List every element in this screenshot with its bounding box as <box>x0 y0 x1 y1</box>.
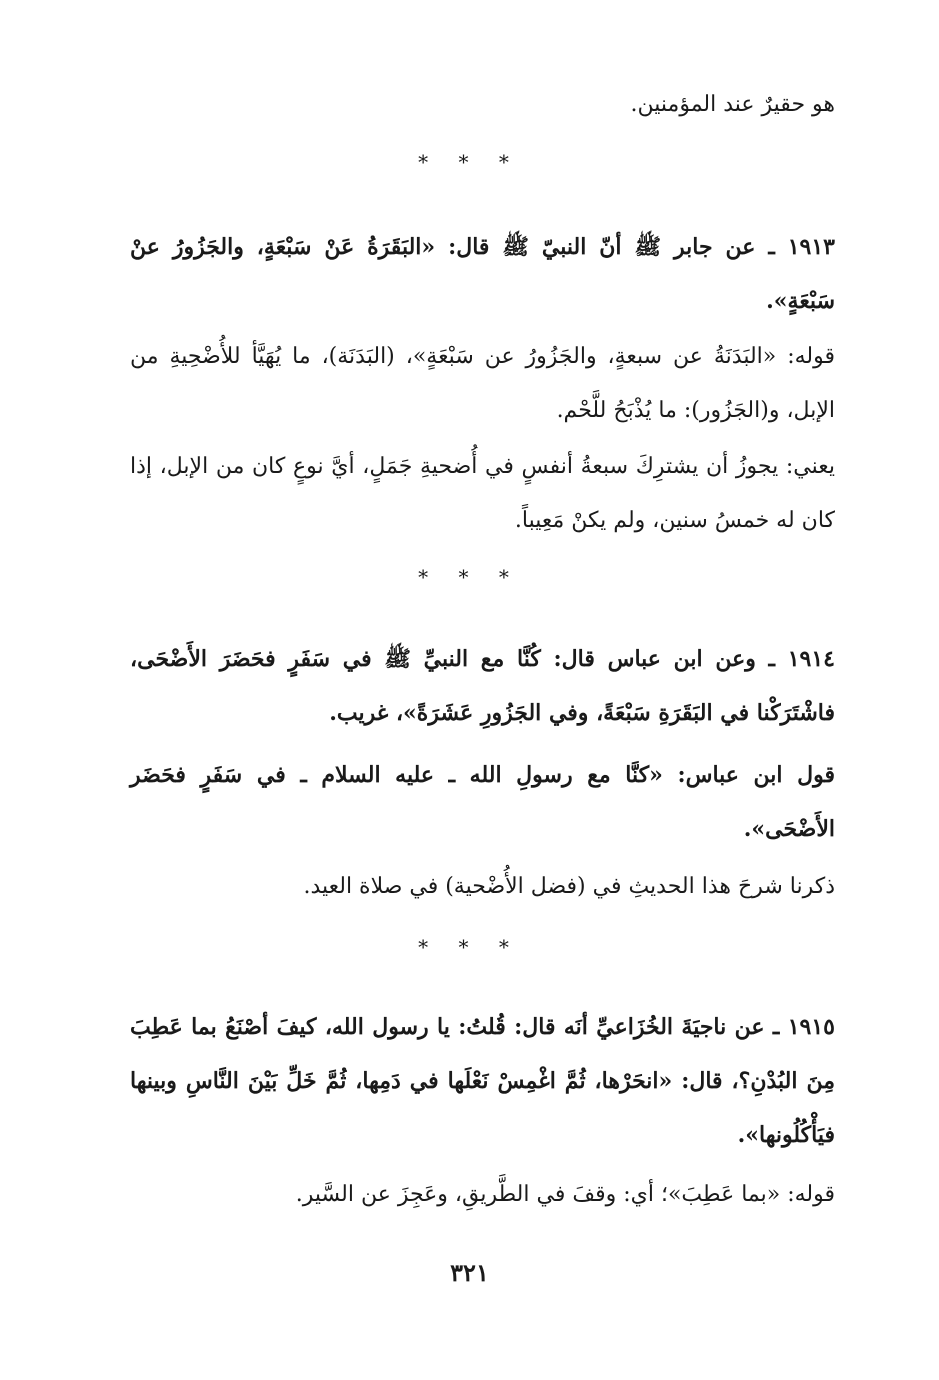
hadith-1913-commentary-1: قوله: «البَدَنَةُ عن سبعةٍ، والجَزُورُ عن سَبْعَةٍ»، (البَدَنَة)، ما يُهَيَّأ للأُضْحِيةِ من الإبل، و(الجَزُور): ما يُذْبَحُ للَّحْم. <box>130 344 835 423</box>
hadith-1915-text: ١٩١٥ ـ عن ناجيَةَ الخُزَاعيِّ أنَه قال: قُلتُ: يا رسول الله، كيفَ أصْنَعُ بما عَطِبَ مِنَ البُدْنِ؟، قال: «انحَرْها، ثُمَّ اغْمِسْ نَعْلَها في دَمِها، ثُمَّ خَلِّ بَيْنَ النَّاسِ وبينها فيَأْكُلُونها». <box>130 1014 835 1148</box>
hadith-1914-commentary-2: ذكرنا شرحَ هذا الحديثِ في (فضل الأُضْحية) في صلاة العيد. <box>303 874 835 899</box>
hadith-1915-commentary-1: قوله: «بما عَطِبَ»؛ أي: وقفَ في الطَّريقِ، وعَجِزَ عن السَّير. <box>295 1182 835 1207</box>
hadith-1913-text: ١٩١٣ ـ عن جابر ﷺ أنّ النبيّ ﷺ قال: «البَقَرَةُ عَنْ سَبْعَةٍ، والجَزُورُ عنْ سَبْعَةٍ». <box>130 234 835 314</box>
hadith-1914-text: ١٩١٤ ـ وعن ابن عباس قال: كُنَّا مع النبيِّ ﷺ في سَفَرٍ فحَضَرَ الأَضْحَى، فاشْتَرَكْنا في البَقَرَةِ سَبْعَةً، وفي الجَزُورِ عَشَرَةً»، غريب. <box>130 646 835 726</box>
page-number: ٣٢١ <box>450 1258 489 1287</box>
hadith-1913-commentary-2: يعني: يجوزُ أن يشترِكَ سبعةُ أنفسٍ في أُضحيةِ جَمَلٍ، أيَّ نوعٍ كان من الإبل، إذا كان له خمسُ سنين، ولم يكنْ مَعِيباً. <box>130 454 835 533</box>
hadith-1914-commentary-1: قول ابن عباس: «كنَّا مع رسولِ الله ـ عليه السلام ـ في سَفَرٍ فحَضَر الأَضْحَى». <box>130 762 835 842</box>
section-separator: * * * <box>418 150 521 174</box>
section-separator: * * * <box>418 935 521 959</box>
section-separator: * * * <box>418 565 521 589</box>
top-line: هو حقيرٌ عند المؤمنين. <box>630 92 835 117</box>
